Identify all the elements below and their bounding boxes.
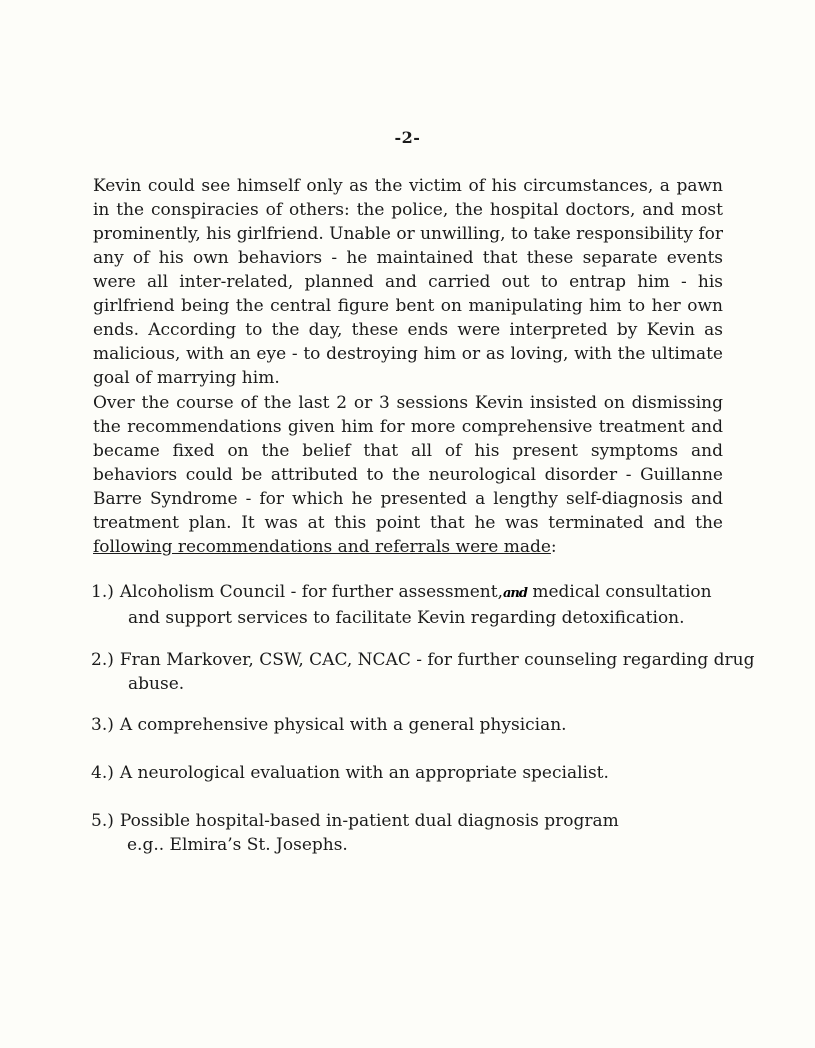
paragraph-2-tail: : xyxy=(550,537,557,557)
recommendation-number: 3.) xyxy=(91,715,114,735)
recommendation-item-5 xyxy=(91,809,731,857)
recommendation-continuation: e.g.. Elmira’s St. Josephs. xyxy=(127,835,348,855)
recommendation-item-2 xyxy=(91,648,755,696)
recommendation-continuation: abuse. xyxy=(128,674,185,694)
recommendation-number: 1.) xyxy=(91,582,114,602)
recommendation-item-3 xyxy=(91,713,731,737)
recommendation-text: Fran Markover, CSW, CAC, NCAC - for further counseling regarding drug xyxy=(119,650,755,670)
paragraph-2 xyxy=(93,391,723,559)
recommendation-continuation: and support services to facilitate Kevin regarding detoxification. xyxy=(128,608,685,628)
paragraph-2-text: Over the course of the last 2 or 3 sessions Kevin insisted on dismissing the recommendations given him for more comprehensive treatment and became fixed on the belief that all of his present symptoms and behaviors could be attributed to the neurological disorder - Guillanne Barre Syndrome - for which he presented a lengthy self-diagnosis and treatment plan. It was at this point that he was terminated and the xyxy=(93,393,723,533)
recommendation-item-1 xyxy=(91,580,731,630)
recommendation-number: 4.) xyxy=(91,763,114,783)
recommendation-text: A comprehensive physical with a general physician. xyxy=(119,715,567,735)
recommendation-number: 2.) xyxy=(91,650,114,670)
recommendation-text-after: medical consultation xyxy=(526,582,712,602)
recommendation-text: Alcoholism Council - for further assessment, xyxy=(119,582,503,602)
paragraph-1: Kevin could see himself only as the victim of his circumstances, a pawn in the conspiracies of others: the police, the hospital doctors, and most prominently, his girlfriend. Unable or unwilling, to take responsibility for any of his own behaviors - he maintained that these separate events were all inter-related, planned and carried out to entrap him - his girlfriend being the central figure bent on manipulating him to her own ends. According to the day, these ends were interpreted by Kevin as malicious, with an eye - to destroying him or as loving, with the ultimate goal of marrying him. xyxy=(93,176,723,388)
recommendation-text: A neurological evaluation with an appropriate specialist. xyxy=(119,763,609,783)
recommendation-item-4 xyxy=(91,761,731,785)
overstruck-word: and xyxy=(502,586,527,601)
recommendation-number: 5.) xyxy=(91,811,114,831)
paragraph-2-underlined: following recommendations and referrals were made xyxy=(93,537,551,557)
recommendation-text: Possible hospital-based in-patient dual diagnosis program xyxy=(119,811,619,831)
page-number: -2- xyxy=(394,128,421,147)
